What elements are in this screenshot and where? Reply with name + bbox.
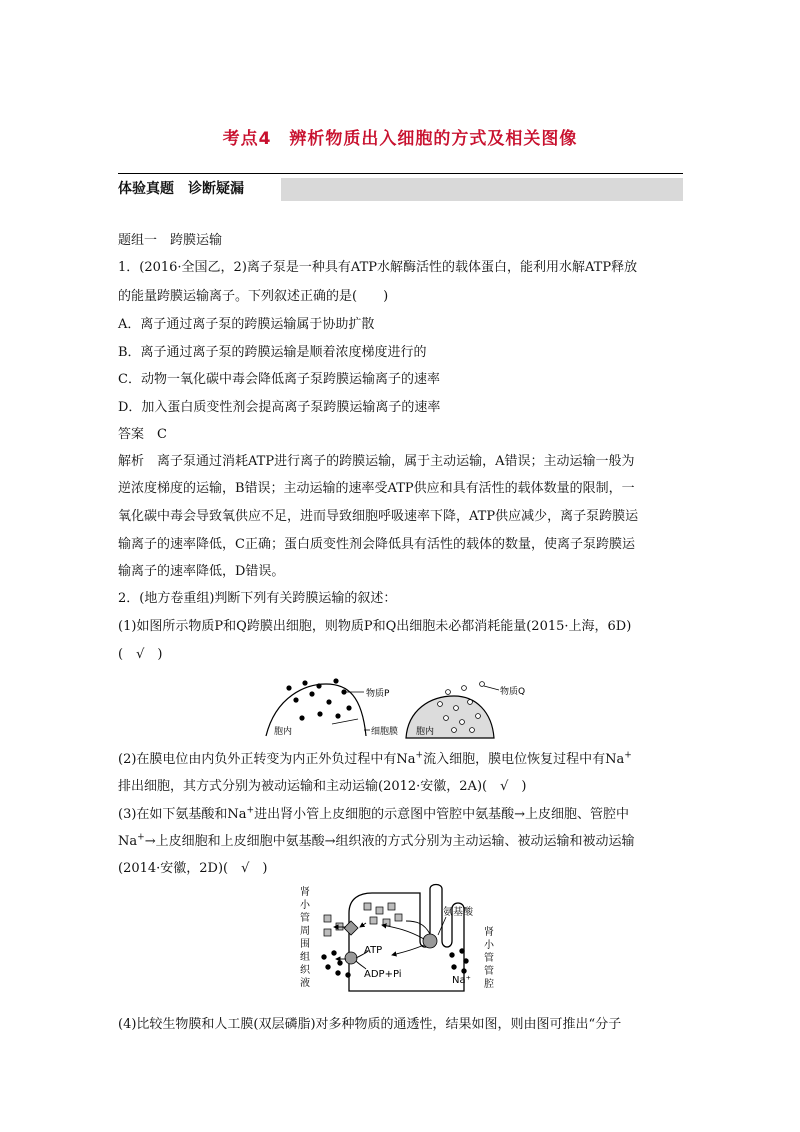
label-peritubular-fluid [300,885,311,989]
q2-s2-line2: 排出细胞，其方式分别为被动运输和主动运输(2012·安徽，2A)( √ ) [118,779,527,794]
q1-explanation-4: 输离子的速率降低，C正确；蛋白质变性剂会降低具有活性的载体的数量，使离子泵跨膜运 [118,537,635,552]
amino-acid-squares-inside [364,903,402,926]
label-adp-pi: ADP+Pi [364,969,402,980]
section-shade [281,178,683,201]
section-label: 体验真题 诊断疑漏 [118,181,244,197]
q2-s3-line2: Na+→上皮细胞和上皮细胞中氨基酸→组织液的方式分别为主动运输、被动运输和被动运输 [118,832,635,849]
label-sodium: Na⁺ [452,975,471,986]
q2-heading: 2．(地方卷重组)判断下列有关跨膜运输的叙述： [118,591,397,606]
carrier-protein-diamond [344,921,358,935]
right-label-char: 管 [484,953,494,964]
q2-s4-line1: (4)比较生物膜和人工膜(双层磷脂)对多种物质的通透性，结果如图，则由图可推出“分子 [118,1017,622,1032]
q1-explanation-1: 解析 离子泵通过消耗ATP进行离子的跨膜运输，属于主动运输，A错误；主动运输一般为 [118,454,635,469]
cotransporter-protein [423,934,437,948]
sodium-ions-lumen [449,948,468,973]
group-heading: 题组一 跨膜运输 [118,233,223,248]
membrane-transport-figure [258,672,548,740]
q2-s1-mark: ( √ ) [118,647,163,662]
amino-acid-squares-fluid [324,915,343,936]
right-label-char: 肾 [484,927,494,938]
q1-option-d: D．加入蛋白质变性剂会提高离子泵跨膜运输离子的速率 [118,400,441,415]
q1-explanation-2: 逆浓度梯度的运输，B错误；主动运输的速率受ATP供应和具有活性的载体数量的限制，一 [118,481,635,496]
label-amino-acid: 氨基酸 [443,907,473,918]
q1-stem-line2: 的能量跨膜运输离子。下列叙述正确的是( ) [118,289,389,304]
q2-s3-line3: (2014·安徽，2D)( √ ) [118,861,268,876]
q1-option-a: A．离子通过离子泵的跨膜运输属于协助扩散 [118,317,375,332]
label-inside-right: 胞内 [416,727,435,737]
q1-option-b: B．离子通过离子泵的跨膜运输是顺着浓度梯度进行的 [118,345,427,360]
q1-stem-line1: 1．(2016·全国乙，2)离子泵是一种具有ATP水解酶活性的载体蛋白，能利用水解ATP释放 [118,260,638,275]
page-title: 考点4 辨析物质出入细胞的方式及相关图像 [222,129,578,149]
q1-explanation-5: 输离子的速率降低，D错误。 [118,564,285,579]
q1-answer: 答案 C [118,427,167,442]
substance-p-dots [286,678,351,720]
left-label-char: 周 [300,926,310,937]
q2-s3-line1: (3)在如下氨基酸和Na+进出肾小管上皮细胞的示意图中管腔中氨基酸→上皮细胞、管腔中 [118,805,629,822]
left-label-char: 围 [300,939,310,950]
section-header [118,173,683,201]
kidney-tubule-figure [294,883,506,1001]
label-substance-p: 物质P [366,689,390,699]
q2-s1-line1: (1)如图所示物质P和Q跨膜出细胞，则物质P和Q出细胞未必都消耗能量(2015·上海，6D) [118,619,632,634]
label-inside-left: 胞内 [274,727,293,737]
left-label-char: 组 [300,952,310,963]
left-label-char: 织 [300,965,310,976]
right-label-char: 腔 [484,979,494,990]
sodium-pump [345,952,357,964]
right-label-char: 小 [484,940,494,951]
left-label-char: 肾 [300,887,310,898]
left-label-char: 小 [300,900,310,911]
label-substance-q: 物质Q [500,687,526,697]
left-label-char: 管 [300,913,310,924]
q1-explanation-3: 氧化碳中毒会导致氧供应不足，进而导致细胞呼吸速率下降，ATP供应减少，离子泵跨膜运 [118,509,639,524]
left-label-char: 液 [300,978,310,989]
q2-s2-line1: (2)在膜电位由内负外正转变为内正外负过程中有Na+流入细胞，膜电位恢复过程中有Na+ [118,750,632,767]
label-tubule-lumen [484,925,495,990]
q1-option-c: C．动物一氧化碳中毒会降低离子泵跨膜运输离子的速率 [118,372,440,387]
label-atp: ATP [364,945,383,956]
right-label-char: 管 [484,966,494,977]
label-membrane: 细胞膜 [371,727,399,737]
